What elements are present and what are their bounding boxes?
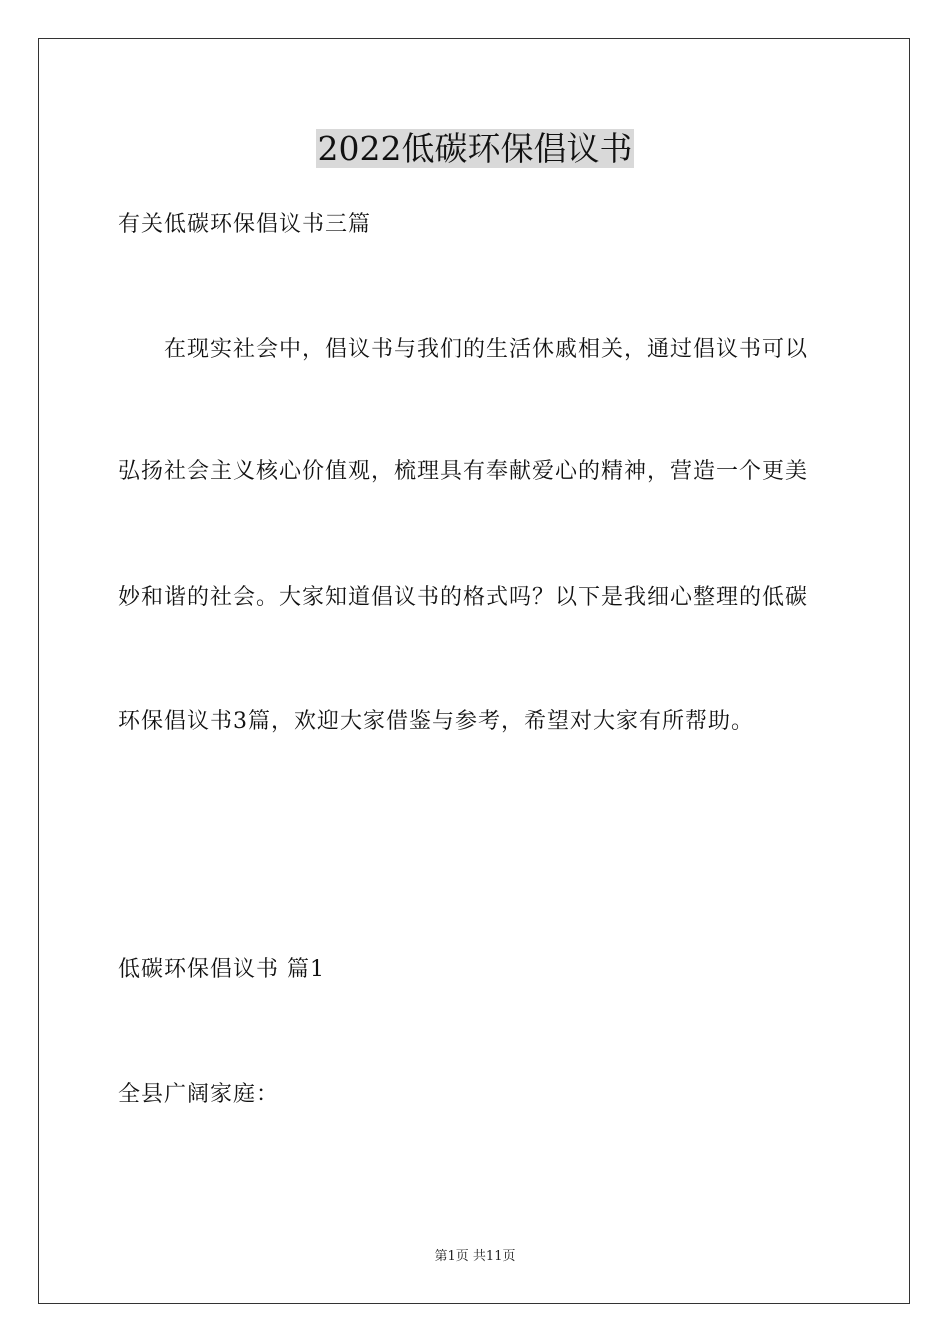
salutation: 全县广阔家庭： — [118, 1082, 280, 1107]
intro-line-1: 在现实社会中，倡议书与我们的生活休戚相关，通过倡议书可以 — [164, 337, 809, 362]
section-heading: 低碳环保倡议书 篇1 — [118, 957, 325, 982]
intro-line-3: 妙和谐的社会。大家知道倡议书的格式吗？以下是我细心整理的低碳 — [118, 585, 809, 610]
document-subtitle: 有关低碳环保倡议书三篇 — [118, 212, 372, 237]
document-title — [0, 127, 950, 171]
intro-line-2: 弘扬社会主义核心价值观，梳理具有奉献爱心的精神，营造一个更美 — [118, 459, 809, 484]
page-footer: 第1页 共11页 — [434, 1249, 516, 1264]
intro-line-4: 环保倡议书3篇，欢迎大家借鉴与参考，希望对大家有所帮助。 — [118, 709, 754, 734]
document-title-text: 2022低碳环保倡议书 — [317, 129, 633, 168]
